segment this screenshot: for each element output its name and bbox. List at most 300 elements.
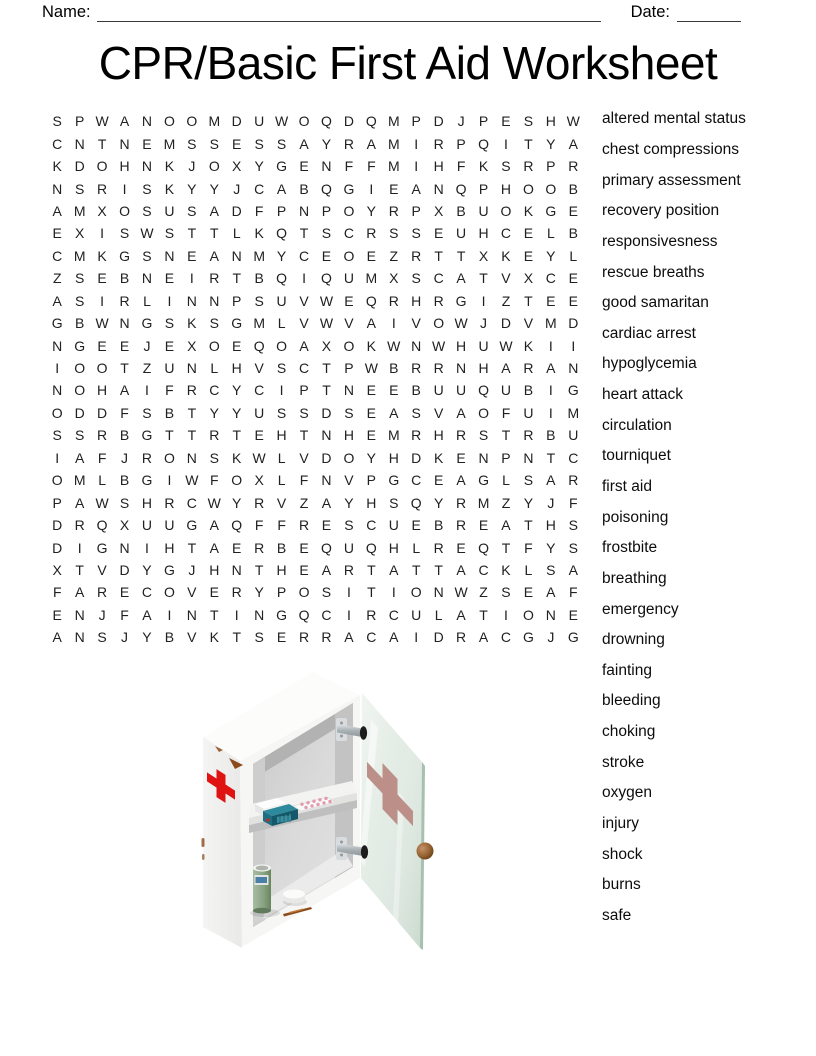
grid-letter: N xyxy=(186,360,197,377)
grid-letter: N xyxy=(52,180,63,197)
grid-letter: P xyxy=(366,472,377,489)
grid-letter: T xyxy=(187,225,197,242)
grid-letter: P xyxy=(276,584,287,601)
grid-letter: S xyxy=(254,135,264,152)
grid-letter: D xyxy=(97,404,108,421)
grid-letter: V xyxy=(411,315,421,332)
grid-letter: M xyxy=(253,315,265,332)
grid-letter: F xyxy=(120,404,129,421)
grid-letter: S xyxy=(276,135,287,152)
grid-letter: G xyxy=(74,337,86,354)
grid-letter: S xyxy=(187,135,197,152)
grid-letter: S xyxy=(164,315,175,332)
grid-letter: B xyxy=(164,404,175,421)
grid-letter: W xyxy=(387,337,401,354)
grid-letter: N xyxy=(343,382,354,399)
grid-letter: G xyxy=(186,517,198,534)
grid-letter: B xyxy=(254,270,264,287)
grid-letter: D xyxy=(343,113,354,130)
word-list-item: drowning xyxy=(602,631,665,649)
grid-letter: Z xyxy=(479,584,488,601)
grid-letter: E xyxy=(433,225,444,242)
grid-letter: S xyxy=(209,135,219,152)
grid-letter: B xyxy=(523,382,534,399)
grid-letter: B xyxy=(456,202,466,219)
grid-letter: G xyxy=(522,629,534,646)
grid-letter: O xyxy=(208,337,220,354)
grid-letter: Q xyxy=(321,270,332,287)
word-list-item: altered mental status xyxy=(602,110,746,128)
grid-letter: E xyxy=(366,247,377,264)
grid-letter: E xyxy=(232,337,242,354)
grid-letter: T xyxy=(210,606,219,623)
grid-letter: D xyxy=(321,449,332,466)
grid-letter: N xyxy=(411,337,422,354)
grid-letter: O xyxy=(522,180,534,197)
grid-letter: L xyxy=(210,360,219,377)
grid-letter: E xyxy=(523,225,534,242)
grid-letter: A xyxy=(389,629,399,646)
grid-letter: O xyxy=(96,360,108,377)
grid-letter: X xyxy=(321,337,332,354)
grid-letter: K xyxy=(366,337,377,354)
grid-letter: N xyxy=(545,606,556,623)
grid-letter: G xyxy=(343,180,355,197)
grid-letter: S xyxy=(74,292,85,309)
grid-letter: T xyxy=(546,449,556,466)
grid-letter: C xyxy=(500,629,512,646)
word-list-item: responsivesness xyxy=(602,232,718,250)
grid-letter: E xyxy=(52,225,62,242)
grid-letter: O xyxy=(231,472,243,489)
grid-letter: C xyxy=(298,360,310,377)
grid-letter: P xyxy=(478,180,489,197)
grid-letter: G xyxy=(163,561,175,578)
word-list-item: poisoning xyxy=(602,508,669,526)
grid-letter: M xyxy=(73,202,86,219)
grid-letter: P xyxy=(411,113,421,130)
grid-letter: A xyxy=(209,247,219,264)
grid-letter: Q xyxy=(321,539,332,556)
grid-letter: A xyxy=(299,337,309,354)
grid-letter: J xyxy=(480,315,488,332)
grid-letter: S xyxy=(546,561,556,578)
grid-letter: Y xyxy=(232,382,242,399)
grid-letter: D xyxy=(321,404,332,421)
grid-letter: X xyxy=(523,270,534,287)
grid-letter: F xyxy=(367,158,376,175)
grid-letter: M xyxy=(208,113,221,130)
date-blank-line xyxy=(677,4,741,22)
grid-letter: R xyxy=(523,427,534,444)
grid-letter: G xyxy=(455,292,467,309)
grid-letter: C xyxy=(568,449,579,466)
grid-letter: T xyxy=(322,382,331,399)
grid-letter: I xyxy=(55,449,60,466)
grid-letter: U xyxy=(164,360,175,377)
grid-letter: Q xyxy=(365,292,377,309)
grid-letter: S xyxy=(187,202,197,219)
grid-letter: O xyxy=(74,382,86,399)
grid-letter: N xyxy=(119,539,130,556)
grid-letter: J xyxy=(233,180,241,197)
grid-letter: Y xyxy=(433,494,444,511)
grid-letter: X xyxy=(119,517,130,534)
grid-letter: S xyxy=(501,584,511,601)
grid-letter: G xyxy=(96,539,108,556)
grid-letter: U xyxy=(343,270,354,287)
grid-letter: K xyxy=(232,449,242,466)
grid-letter: I xyxy=(145,382,149,399)
grid-letter: H xyxy=(456,337,467,354)
cabinet-door xyxy=(360,693,434,950)
grid-letter: T xyxy=(456,247,466,264)
grid-letter: A xyxy=(501,517,511,534)
grid-letter: A xyxy=(411,180,421,197)
grid-letter: Y xyxy=(209,180,219,197)
grid-letter: S xyxy=(411,270,421,287)
grid-letter: X xyxy=(254,472,264,489)
grid-letter: J xyxy=(457,113,465,130)
grid-letter: C xyxy=(321,606,332,623)
grid-letter: N xyxy=(119,315,130,332)
grid-letter: Y xyxy=(546,135,556,152)
grid-letter: F xyxy=(277,517,286,534)
grid-letter: E xyxy=(321,517,332,534)
grid-letter: G xyxy=(545,202,557,219)
grid-letter: O xyxy=(51,404,63,421)
grid-letter: A xyxy=(456,404,466,421)
grid-letter: H xyxy=(119,158,130,175)
grid-letter: E xyxy=(119,584,130,601)
grid-letter: N xyxy=(321,427,332,444)
grid-letter: T xyxy=(524,517,533,534)
grid-letter: L xyxy=(502,472,510,489)
grid-letter: U xyxy=(164,517,175,534)
word-list-item: primary assessment xyxy=(602,171,741,189)
grid-letter: B xyxy=(119,270,130,287)
grid-letter: A xyxy=(321,494,332,511)
grid-letter: A xyxy=(478,629,489,646)
grid-letter: M xyxy=(73,247,86,264)
grid-letter: V xyxy=(299,292,309,309)
grid-letter: R xyxy=(456,427,467,444)
green-bottle xyxy=(253,864,271,913)
word-list-item: bleeding xyxy=(602,692,661,710)
grid-letter: D xyxy=(500,315,512,332)
grid-letter: S xyxy=(389,494,399,511)
grid-letter: W xyxy=(499,337,513,354)
name-label: Name: xyxy=(42,3,91,21)
cabinet-body xyxy=(202,672,369,948)
grid-letter: L xyxy=(143,292,151,309)
grid-letter: Z xyxy=(389,247,399,264)
grid-letter: A xyxy=(209,517,219,534)
word-list-item: breathing xyxy=(602,569,667,587)
grid-letter: G xyxy=(231,315,243,332)
grid-letter: B xyxy=(568,225,578,242)
grid-letter: S xyxy=(344,517,354,534)
grid-letter: G xyxy=(567,629,579,646)
grid-letter: C xyxy=(52,247,63,264)
grid-letter: C xyxy=(298,247,310,264)
grid-letter: P xyxy=(276,202,287,219)
grid-letter: O xyxy=(96,158,108,175)
grid-letter: O xyxy=(298,113,310,130)
grid-letter: R xyxy=(388,292,399,309)
grid-letter: I xyxy=(189,270,194,287)
grid-letter: D xyxy=(231,113,242,130)
grid-letter: K xyxy=(523,337,534,354)
grid-letter: W xyxy=(185,472,199,489)
grid-letter: C xyxy=(478,561,489,578)
grid-letter: C xyxy=(209,382,220,399)
word-list-item: recovery position xyxy=(602,202,720,220)
grid-letter: U xyxy=(276,292,287,309)
grid-letter: D xyxy=(568,315,579,332)
grid-letter: S xyxy=(411,404,421,421)
grid-letter: C xyxy=(141,584,153,601)
grid-letter: Q xyxy=(276,270,288,287)
grid-letter: U xyxy=(478,202,489,219)
grid-letter: T xyxy=(187,539,197,556)
grid-letter: B xyxy=(276,539,287,556)
grid-letter: E xyxy=(501,113,511,130)
grid-letter: A xyxy=(52,202,62,219)
grid-letter: F xyxy=(165,382,174,399)
grid-letter: S xyxy=(411,225,421,242)
grid-letter: U xyxy=(456,225,467,242)
grid-letter: X xyxy=(433,202,444,219)
grid-letter: V xyxy=(433,404,444,421)
grid-letter: N xyxy=(141,270,153,287)
grid-letter: C xyxy=(545,270,556,287)
grid-letter: E xyxy=(232,539,242,556)
grid-letter: L xyxy=(412,539,421,556)
grid-letter: F xyxy=(501,404,511,421)
grid-letter: R xyxy=(119,292,130,309)
grid-letter: M xyxy=(567,404,580,421)
name-date-row xyxy=(42,1,741,22)
grid-letter: S xyxy=(254,292,264,309)
grid-letter: P xyxy=(478,113,489,130)
grid-letter: E xyxy=(366,404,377,421)
grid-letter: S xyxy=(478,427,489,444)
grid-letter: G xyxy=(141,427,153,444)
grid-letter: U xyxy=(478,337,489,354)
grid-letter: E xyxy=(321,247,332,264)
grid-letter: B xyxy=(389,360,399,377)
grid-letter: W xyxy=(319,292,334,309)
grid-letter: E xyxy=(187,247,197,264)
grid-letter: S xyxy=(254,629,264,646)
grid-letter: N xyxy=(231,561,242,578)
grid-letter: T xyxy=(501,427,511,444)
grid-letter: N xyxy=(186,606,197,623)
grid-letter: Q xyxy=(321,113,332,130)
grid-letter: O xyxy=(163,449,175,466)
grid-letter: B xyxy=(411,382,421,399)
grid-letter: Q xyxy=(253,337,265,354)
grid-letter: X xyxy=(478,247,489,264)
grid-letter: N xyxy=(523,449,534,466)
grid-letter: A xyxy=(366,135,377,152)
grid-letter: I xyxy=(571,337,576,354)
grid-letter: D xyxy=(74,158,85,175)
word-list-item: hypoglycemia xyxy=(602,355,697,373)
grid-letter: T xyxy=(210,225,219,242)
grid-letter: A xyxy=(321,561,332,578)
grid-letter: H xyxy=(141,494,153,511)
grid-letter: W xyxy=(95,315,109,332)
grid-letter: R xyxy=(231,584,242,601)
grid-letter: K xyxy=(433,449,444,466)
grid-letter: M xyxy=(253,247,265,264)
grid-letter: E xyxy=(299,561,309,578)
grid-letter: Y xyxy=(276,247,287,264)
grid-letter: V xyxy=(97,561,107,578)
grid-letter: Q xyxy=(410,494,422,511)
grid-letter: H xyxy=(411,292,422,309)
grid-letter: Y xyxy=(366,449,377,466)
grid-letter: E xyxy=(366,382,377,399)
grid-letter: O xyxy=(163,113,175,130)
word-list-item: circulation xyxy=(602,416,672,434)
grid-letter: V xyxy=(187,584,197,601)
grid-letter: A xyxy=(456,270,466,287)
grid-letter: A xyxy=(546,472,556,489)
grid-letter: K xyxy=(164,158,175,175)
grid-letter: H xyxy=(97,382,108,399)
grid-letter: A xyxy=(142,606,152,623)
grid-letter: T xyxy=(232,270,241,287)
grid-letter: P xyxy=(321,202,332,219)
grid-letter: R xyxy=(366,225,377,242)
word-list xyxy=(602,104,746,931)
grid-letter: E xyxy=(299,158,309,175)
word-list-item: tourniquet xyxy=(602,447,671,465)
grid-letter: C xyxy=(254,180,265,197)
grid-letter: V xyxy=(344,472,354,489)
grid-letter: I xyxy=(481,292,486,309)
grid-letter: T xyxy=(434,247,443,264)
grid-letter: A xyxy=(546,360,556,377)
grid-letter: W xyxy=(95,113,109,130)
grid-letter: C xyxy=(52,135,63,152)
grid-letter: P xyxy=(344,360,354,377)
grid-letter: E xyxy=(232,135,242,152)
grid-letter: O xyxy=(433,315,445,332)
grid-letter: R xyxy=(186,382,197,399)
grid-letter: N xyxy=(141,113,153,130)
grid-letter: L xyxy=(569,247,578,264)
grid-letter: Q xyxy=(298,606,310,623)
grid-letter: U xyxy=(456,382,467,399)
grid-letter: Y xyxy=(254,158,264,175)
grid-letter: J xyxy=(143,337,151,354)
grid-letter: Y xyxy=(142,629,152,646)
grid-letter: J xyxy=(98,606,106,623)
grid-letter: P xyxy=(52,494,62,511)
grid-letter: J xyxy=(121,449,129,466)
grid-letter: B xyxy=(568,180,578,197)
grid-letter: N xyxy=(433,180,444,197)
grid-letter: J xyxy=(547,494,555,511)
grid-letter: A xyxy=(366,315,377,332)
grid-letter: A xyxy=(209,202,219,219)
grid-letter: U xyxy=(254,113,265,130)
grid-letter: B xyxy=(299,180,309,197)
grid-letter: K xyxy=(478,158,489,175)
grid-letter: O xyxy=(186,113,198,130)
grid-letter: A xyxy=(546,584,556,601)
grid-letter: O xyxy=(343,337,355,354)
grid-letter: T xyxy=(524,292,533,309)
grid-letter: S xyxy=(142,202,152,219)
grid-letter: S xyxy=(209,449,219,466)
grid-letter: E xyxy=(164,337,175,354)
grid-letter: G xyxy=(141,315,153,332)
grid-letter: E xyxy=(97,337,107,354)
grid-letter: S xyxy=(276,404,287,421)
grid-letter: O xyxy=(410,584,422,601)
grid-letter: S xyxy=(74,427,85,444)
grid-letter: X xyxy=(74,225,85,242)
grid-letter: C xyxy=(254,382,265,399)
grid-letter: N xyxy=(52,337,63,354)
grid-letter: V xyxy=(187,629,197,646)
grid-letter: I xyxy=(504,606,508,623)
grid-letter: N xyxy=(321,158,332,175)
grid-letter: F xyxy=(299,472,309,489)
grid-letter: E xyxy=(568,270,578,287)
grid-letter: R xyxy=(456,517,467,534)
grid-letter: Q xyxy=(478,539,489,556)
grid-letter: B xyxy=(546,427,556,444)
word-search-grid xyxy=(46,110,585,649)
word-list-item: oxygen xyxy=(602,784,652,802)
word-list-item: chest compressions xyxy=(602,140,739,158)
grid-letter: F xyxy=(97,449,107,466)
grid-letter: L xyxy=(277,315,286,332)
grid-letter: U xyxy=(523,404,534,421)
grid-letter: T xyxy=(187,404,197,421)
grid-letter: H xyxy=(388,449,399,466)
grid-letter: C xyxy=(186,494,197,511)
grid-letter: O xyxy=(119,202,130,219)
grid-letter: Y xyxy=(546,539,556,556)
grid-letter: I xyxy=(414,158,419,175)
grid-letter: R xyxy=(366,606,377,623)
grid-letter: H xyxy=(366,494,377,511)
grid-letter: I xyxy=(548,382,553,399)
grid-letter: G xyxy=(478,472,489,489)
word-list-item: injury xyxy=(602,815,640,833)
grid-letter: X xyxy=(97,202,107,219)
grid-letter: A xyxy=(74,449,85,466)
grid-letter: Q xyxy=(231,517,243,534)
cabinet-left-face xyxy=(203,737,242,948)
grid-letter: Y xyxy=(546,247,556,264)
door-knob xyxy=(417,843,434,860)
date-label: Date: xyxy=(630,3,670,21)
grid-letter: K xyxy=(97,247,107,264)
grid-letter: T xyxy=(367,584,376,601)
grid-letter: I xyxy=(100,292,105,309)
grid-letter: A xyxy=(389,561,399,578)
grid-letter: T xyxy=(299,427,309,444)
grid-letter: K xyxy=(52,158,62,175)
